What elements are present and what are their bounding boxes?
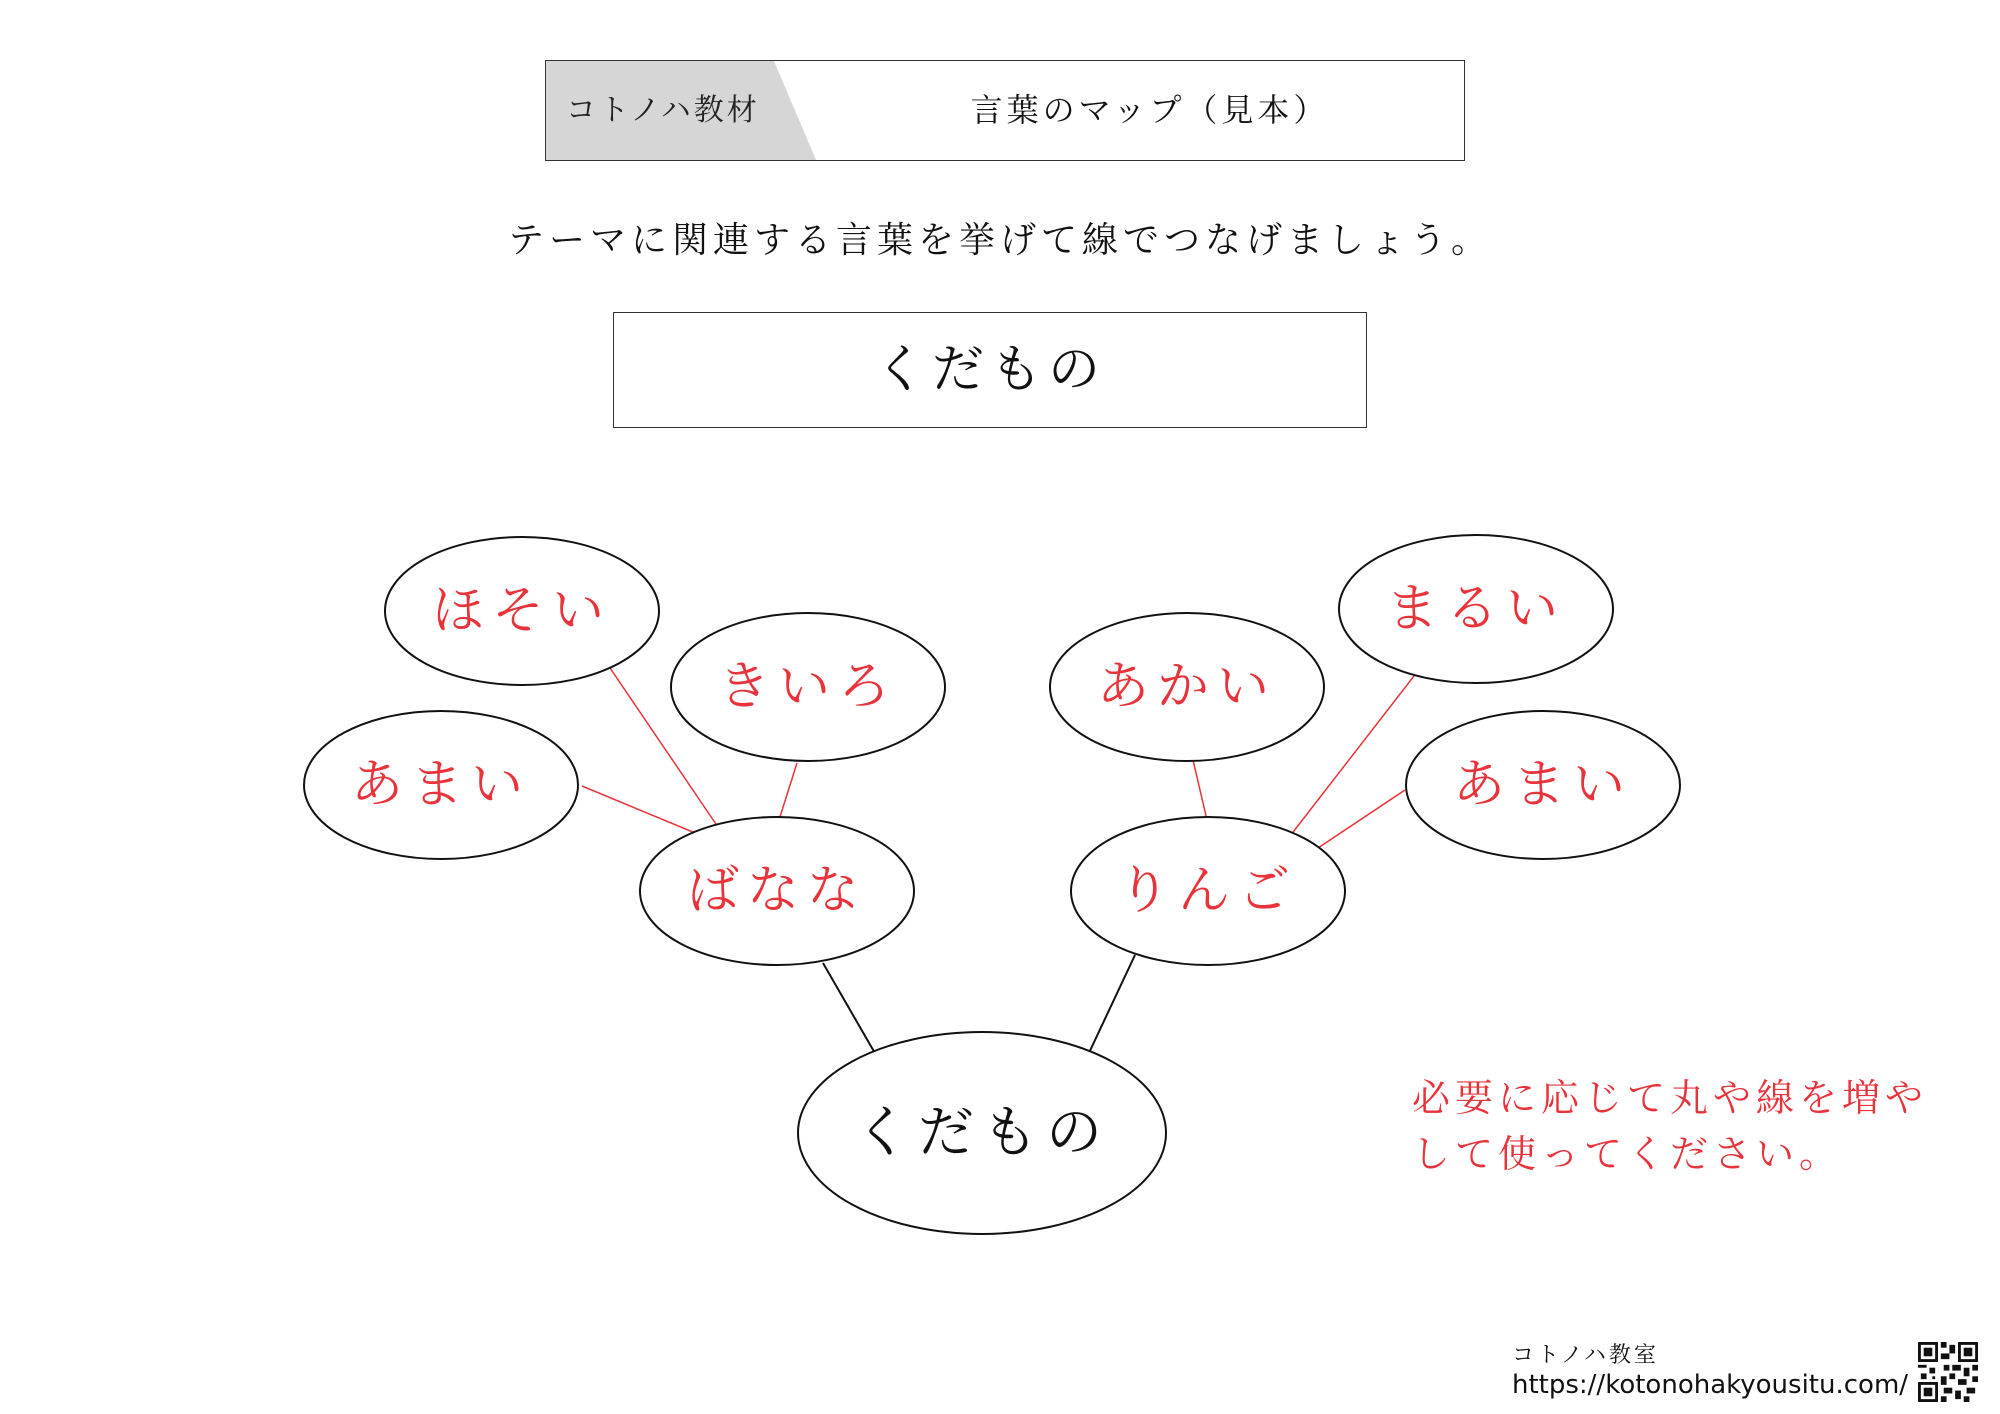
node-center-label: くだもの bbox=[854, 1100, 1110, 1166]
node-center bbox=[798, 1032, 1166, 1234]
node-marui-label: まるい bbox=[1385, 579, 1567, 639]
instruction-text: テーマに関連する言葉を挙げて線でつなげましょう。 bbox=[507, 220, 1492, 261]
node-akai bbox=[1050, 613, 1324, 761]
header-tag-label: コトノハ教材 bbox=[566, 93, 760, 128]
node-amai-ringo bbox=[1406, 711, 1680, 859]
qr-code-icon bbox=[1918, 1342, 1978, 1402]
node-hosoi-label: ほそい bbox=[431, 581, 613, 641]
node-banana-label: ばなな bbox=[686, 861, 868, 921]
connector-ringo-akai bbox=[1193, 760, 1207, 820]
node-kiiro bbox=[671, 613, 945, 761]
node-ringo-label: りんご bbox=[1117, 861, 1299, 921]
connector-center-banana bbox=[823, 963, 876, 1055]
worksheet-title: 言葉のマップ（見本） bbox=[970, 91, 1330, 129]
node-ringo bbox=[1071, 817, 1345, 965]
node-amai-ringo-label: あまい bbox=[1452, 755, 1634, 815]
footer-url[interactable]: https://kotonohakyousitu.com/ bbox=[1512, 1370, 1909, 1400]
node-amai-banana-label: あまい bbox=[350, 755, 532, 815]
node-amai-banana bbox=[304, 711, 578, 859]
usage-note bbox=[1412, 1070, 1972, 1182]
theme-box: くだもの bbox=[613, 312, 1367, 428]
node-banana bbox=[640, 817, 914, 965]
node-hosoi bbox=[385, 537, 659, 685]
connector-center-ringo bbox=[1088, 955, 1135, 1055]
connector-banana-amai bbox=[582, 786, 700, 835]
connector-ringo-amai bbox=[1318, 790, 1405, 848]
node-kiiro-label: きいろ bbox=[717, 657, 899, 717]
usage-note-line1: 必要に応じて丸や線を増や bbox=[1412, 1076, 1929, 1120]
node-akai-label: あかい bbox=[1096, 657, 1278, 717]
connector-banana-kiiro bbox=[779, 763, 797, 820]
footer-school-name: コトノハ教室 bbox=[1512, 1343, 1659, 1368]
node-marui bbox=[1339, 535, 1613, 683]
usage-note-line2: して使ってください。 bbox=[1412, 1132, 1843, 1176]
